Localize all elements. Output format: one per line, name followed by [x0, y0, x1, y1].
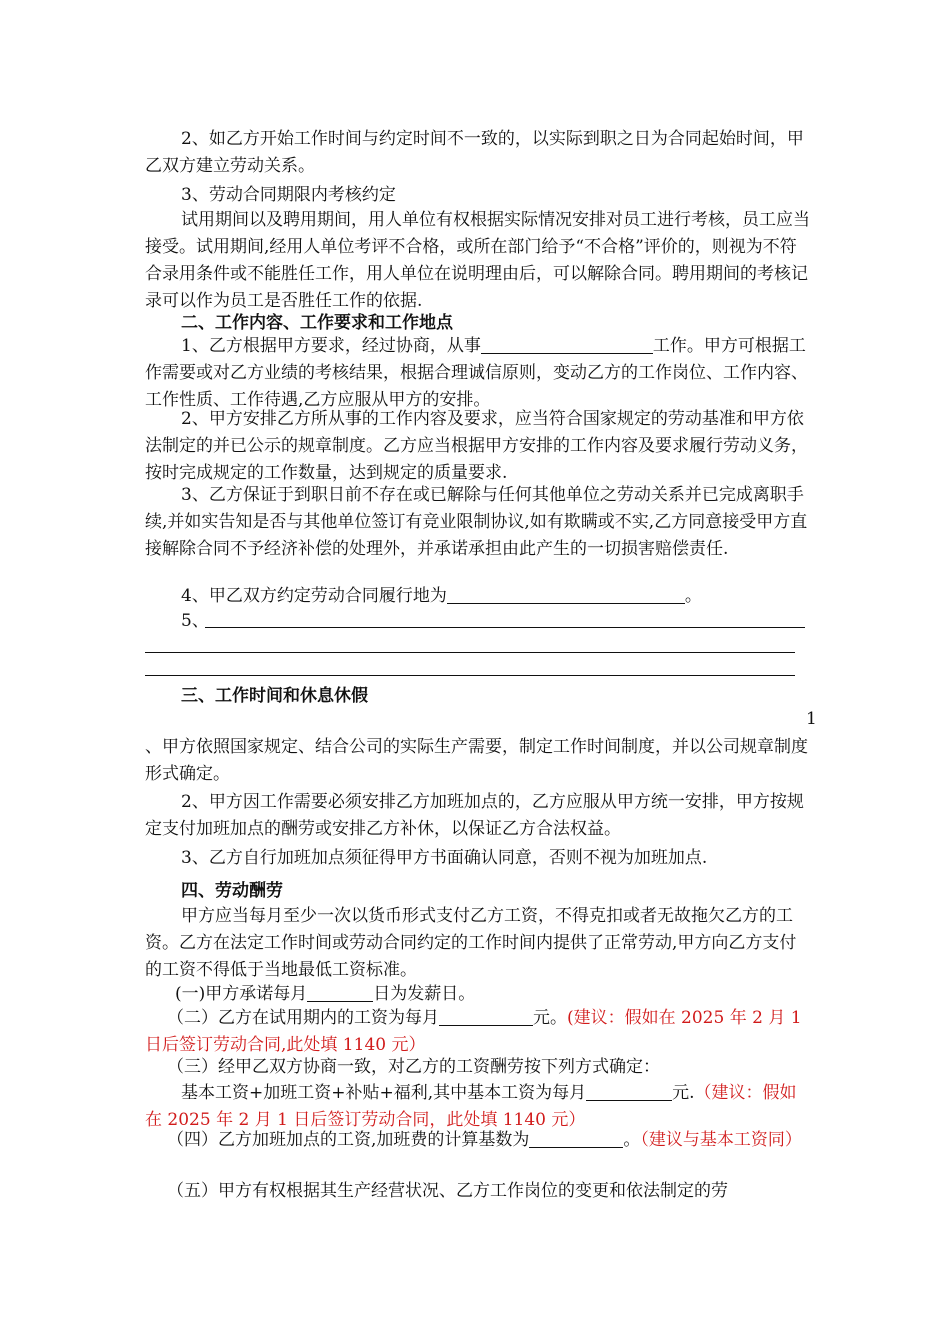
work-clause-1-text-b: 工作。甲方可根据工作需要或对乙方业绩的考核结果，根据合理诚信原则，变动乙方的工作岗位、工作内容、工作性质、工作待遇,乙方应服从甲方的安排。 — [145, 336, 808, 410]
payday-blank[interactable] — [307, 983, 373, 1002]
pay-item-2-text-a: （二）乙方在试用期内的工资为每月 — [167, 1008, 439, 1028]
pay-item-2 — [145, 1005, 810, 1059]
section-heading-work-content: 二、工作内容、工作要求和工作地点 — [181, 313, 453, 333]
pay-item-4 — [145, 1127, 810, 1154]
work-clause-5 — [145, 608, 810, 635]
remuneration-intro: 甲方应当每月至少一次以货币形式支付乙方工资，不得克扣或者无故拖欠乙方的工资。乙方在法定工作时间或劳动合同约定的工作时间内提供了正常劳动,甲方向乙方支付的工资不得低于当地最低工资标准。 — [145, 906, 797, 980]
clause-2-start-date: 2、如乙方开始工作时间与约定时间不一致的，以实际到职之日为合同起始时间，甲乙双方建立劳动关系。 — [145, 129, 804, 176]
clause-5-blank-line-1[interactable] — [205, 627, 805, 628]
pay-item-3-suggestion: （建议：假如在 2025 年 2 月 1 日后签订劳动合同，此处填 1140 元） — [145, 1083, 797, 1130]
base-wage-blank[interactable] — [586, 1082, 672, 1101]
work-clause-4 — [145, 583, 810, 610]
pay-item-3-text-a: 基本工资+加班工资+补贴+福利,其中基本工资为每月 — [181, 1083, 587, 1103]
pay-item-1-text-b: 日为发薪日。 — [373, 984, 476, 1004]
time-clause-2: 2、甲方因工作需要必须安排乙方加班加点的，乙方应服从甲方统一安排，甲方按规定支付加班加点的酬劳或安排乙方补休，以保证乙方合法权益。 — [145, 792, 804, 839]
pay-item-2-suggestion: (建议：假如在 2025 年 2 月 1 日后签订劳动合同,此处填 1140 元） — [145, 1008, 802, 1055]
section-heading-remuneration: 四、劳动酬劳 — [181, 881, 283, 901]
pay-item-5: （五）甲方有权根据其生产经营状况、乙方工作岗位的变更和依法制定的劳 — [167, 1181, 728, 1201]
pay-item-3-text-b: 元. — [672, 1083, 695, 1103]
clause-3-title: 3、劳动合同期限内考核约定 — [181, 185, 396, 205]
pay-item-4-text-b: 。 — [623, 1130, 641, 1150]
page-number: 1 — [806, 709, 817, 729]
clause-5-blank-line-2[interactable] — [145, 652, 795, 653]
work-clause-4-text-a: 4、甲乙双方约定劳动合同履行地为 — [181, 586, 447, 606]
section-heading-work-time: 三、工作时间和休息休假 — [181, 686, 368, 706]
work-clause-5-number: 5、 — [181, 611, 209, 631]
pay-item-1 — [175, 981, 810, 1008]
work-clause-2: 2、甲方安排乙方所从事的工作内容及要求，应当符合国家规定的劳动基准和甲方依法制定的并已公示的规章制度。乙方应当根据甲方安排的工作内容及要求履行劳动义务，按时完成规定的工作数量，达到规定的质量要求. — [145, 409, 808, 483]
clause-5-blank-line-3[interactable] — [145, 675, 795, 676]
work-clause-1-text-a: 1、乙方根据甲方要求，经过协商，从事 — [181, 336, 481, 356]
work-clause-3: 3、乙方保证于到职日前不存在或已解除与任何其他单位之劳动关系并已完成离职手续,并如实告知是否与其他单位签订有竞业限制协议,如有欺瞒或不实,乙方同意接受甲方直接解除合同不予经济补偿的处理外，并承诺承担由此产生的一切损害赔偿责任. — [145, 485, 808, 559]
pay-item-4-text-a: （四）乙方加班加点的工资,加班费的计算基数为 — [167, 1130, 530, 1150]
probation-wage-blank[interactable] — [439, 1007, 533, 1026]
pay-item-4-suggestion: （建议与基本工资同） — [640, 1130, 802, 1150]
pay-item-3: （三）经甲乙双方协商一致，对乙方的工资酬劳按下列方式确定： — [167, 1057, 660, 1077]
time-clause-3: 3、乙方自行加班加点须征得甲方书面确认同意，否则不视为加班加点. — [181, 848, 708, 868]
pay-item-2-text-b: 元。 — [533, 1008, 567, 1028]
pay-item-3-formula — [145, 1080, 810, 1134]
work-clause-1 — [145, 333, 810, 414]
work-clause-4-text-b: 。 — [684, 586, 702, 606]
job-title-blank[interactable] — [481, 335, 653, 354]
work-location-blank[interactable] — [447, 585, 685, 604]
clause-3-body: 试用期间以及聘用期间，用人单位有权根据实际情况安排对员工进行考核，员工应当接受。试用期间,经用人单位考评不合格，或所在部门给予“不合格”评价的，则视为不符合录用条件或不能胜任工作，用人单位在说明理由后，可以解除合同。聘用期间的考核记录可以作为员工是否胜任工作的依据. — [145, 210, 810, 311]
overtime-base-blank[interactable] — [529, 1129, 623, 1148]
time-clause-1: 、甲方依照国家规定、结合公司的实际生产需要，制定工作时间制度，并以公司规章制度形式确定。 — [145, 737, 808, 784]
pay-item-1-text-a: (一)甲方承诺每月 — [175, 984, 308, 1004]
